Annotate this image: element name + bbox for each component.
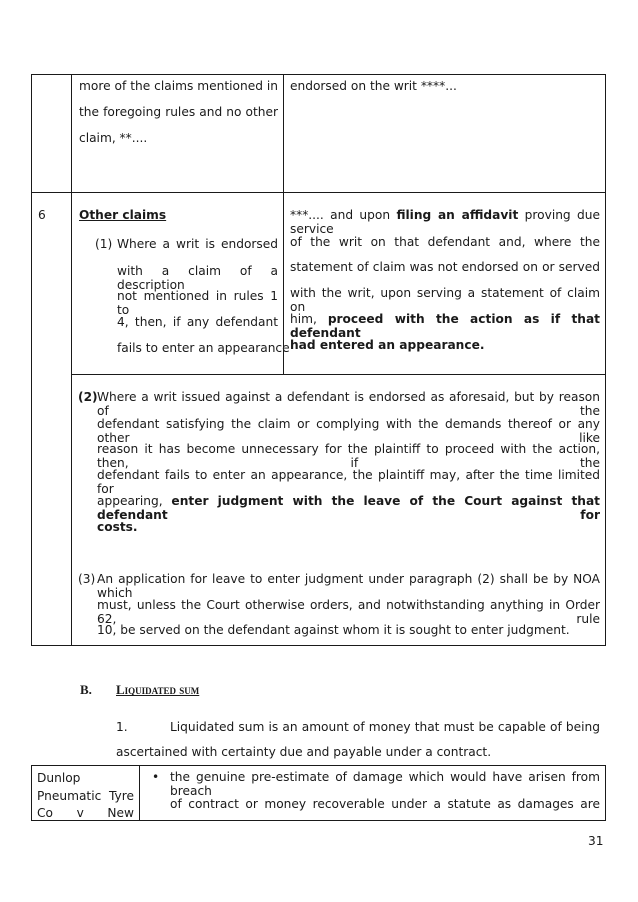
para2-marker: (2) — [78, 390, 98, 404]
para2-line: defendant fails to enter an appearance, the plaintiff may, after the time limited for — [97, 468, 600, 496]
item-line: 4, then, if any defendant — [117, 315, 278, 329]
row-continued-left-line: claim, **.... — [79, 131, 148, 145]
para2-line: defendant satisfying the claim or complying with the demands thereof or any other like — [97, 417, 600, 445]
item-line: with a claim of a description — [117, 264, 278, 292]
item-line: not mentioned in rules 1 to — [117, 289, 278, 317]
table-1-row-divider-1 — [31, 192, 606, 193]
table-2-left-border — [31, 765, 32, 821]
point-line: ascertained with certainty due and payable under a contract. — [116, 745, 492, 759]
row-number: 6 — [38, 208, 46, 222]
table-2-top-border — [31, 765, 606, 766]
para2-line-6: costs. — [97, 520, 138, 534]
table-1-mid-col-divider — [283, 74, 284, 374]
item-line: fails to enter an appearance — [117, 341, 290, 355]
table-1-top-border — [31, 74, 606, 75]
row-continued-right-line: endorsed on the writ ****... — [290, 79, 457, 93]
point-line: Liquidated sum is an amount of money that must be capable of being — [170, 720, 600, 734]
item-line: Where a writ is endorsed — [117, 237, 278, 251]
row6-right-line-5: him, proceed with the action as if that defendant — [290, 312, 601, 340]
table-1-bottom-border — [31, 645, 606, 646]
row6-right-line-1: ***.... and upon filing an affidavit proving due service — [290, 208, 600, 236]
case-name-line: Pneumatic Tyre — [37, 789, 134, 803]
row6-right-line-6: had entered an appearance. — [290, 338, 485, 352]
table-1-num-col-divider — [71, 74, 72, 646]
row-continued-left-line: the foregoing rules and no other — [79, 105, 278, 119]
table-2-col-divider — [139, 765, 140, 821]
row6-right-line: statement of claim was not endorsed on or served — [290, 260, 600, 274]
row6-right-line: with the writ, upon serving a statement of claim on — [290, 286, 600, 314]
page-number: 31 — [588, 834, 604, 848]
para2-line: Where a writ issued against a defendant is endorsed as aforesaid, but by reason of the — [97, 390, 600, 418]
section-letter: B. — [80, 682, 92, 697]
table-1-right-border — [605, 74, 606, 646]
case-name-line: Dunlop — [37, 771, 81, 785]
table-2-right-border — [605, 765, 606, 821]
row-continued-left-line: more of the claims mentioned in — [79, 79, 278, 93]
table-2-bottom-border — [31, 820, 606, 821]
table-1-left-border — [31, 74, 32, 646]
para3-line: must, unless the Court otherwise orders, and notwithstanding anything in Order 62, rule — [97, 598, 600, 626]
row-heading: Other claims — [79, 208, 167, 222]
para2-line-5: appearing, enter judgment with the leave of the Court against that defendant for — [97, 494, 600, 522]
para3-line: 10, be served on the defendant against whom it is sought to enter judgment. — [97, 623, 570, 637]
para3-line: An application for leave to enter judgment under paragraph (2) shall be by NOA which — [97, 572, 600, 600]
point-number: 1. — [116, 720, 128, 734]
section-title: Liquidated sum — [116, 682, 200, 697]
bullet-line: of contract or money recoverable under a statute as damages are — [170, 797, 600, 811]
bullet-line: the genuine pre-estimate of damage which would have arisen from breach — [170, 770, 600, 798]
para2-line: reason it has become unnecessary for the plaintiff to proceed with the action, then, if the — [97, 442, 600, 470]
case-name-line: Co v New — [37, 806, 134, 820]
item-marker: (1) — [95, 237, 113, 251]
table-1-row-divider-2 — [71, 374, 606, 375]
bullet-point: • — [152, 770, 160, 784]
para3-marker: (3) — [78, 572, 96, 586]
row6-right-line: of the writ on that defendant and, where the — [290, 235, 600, 249]
